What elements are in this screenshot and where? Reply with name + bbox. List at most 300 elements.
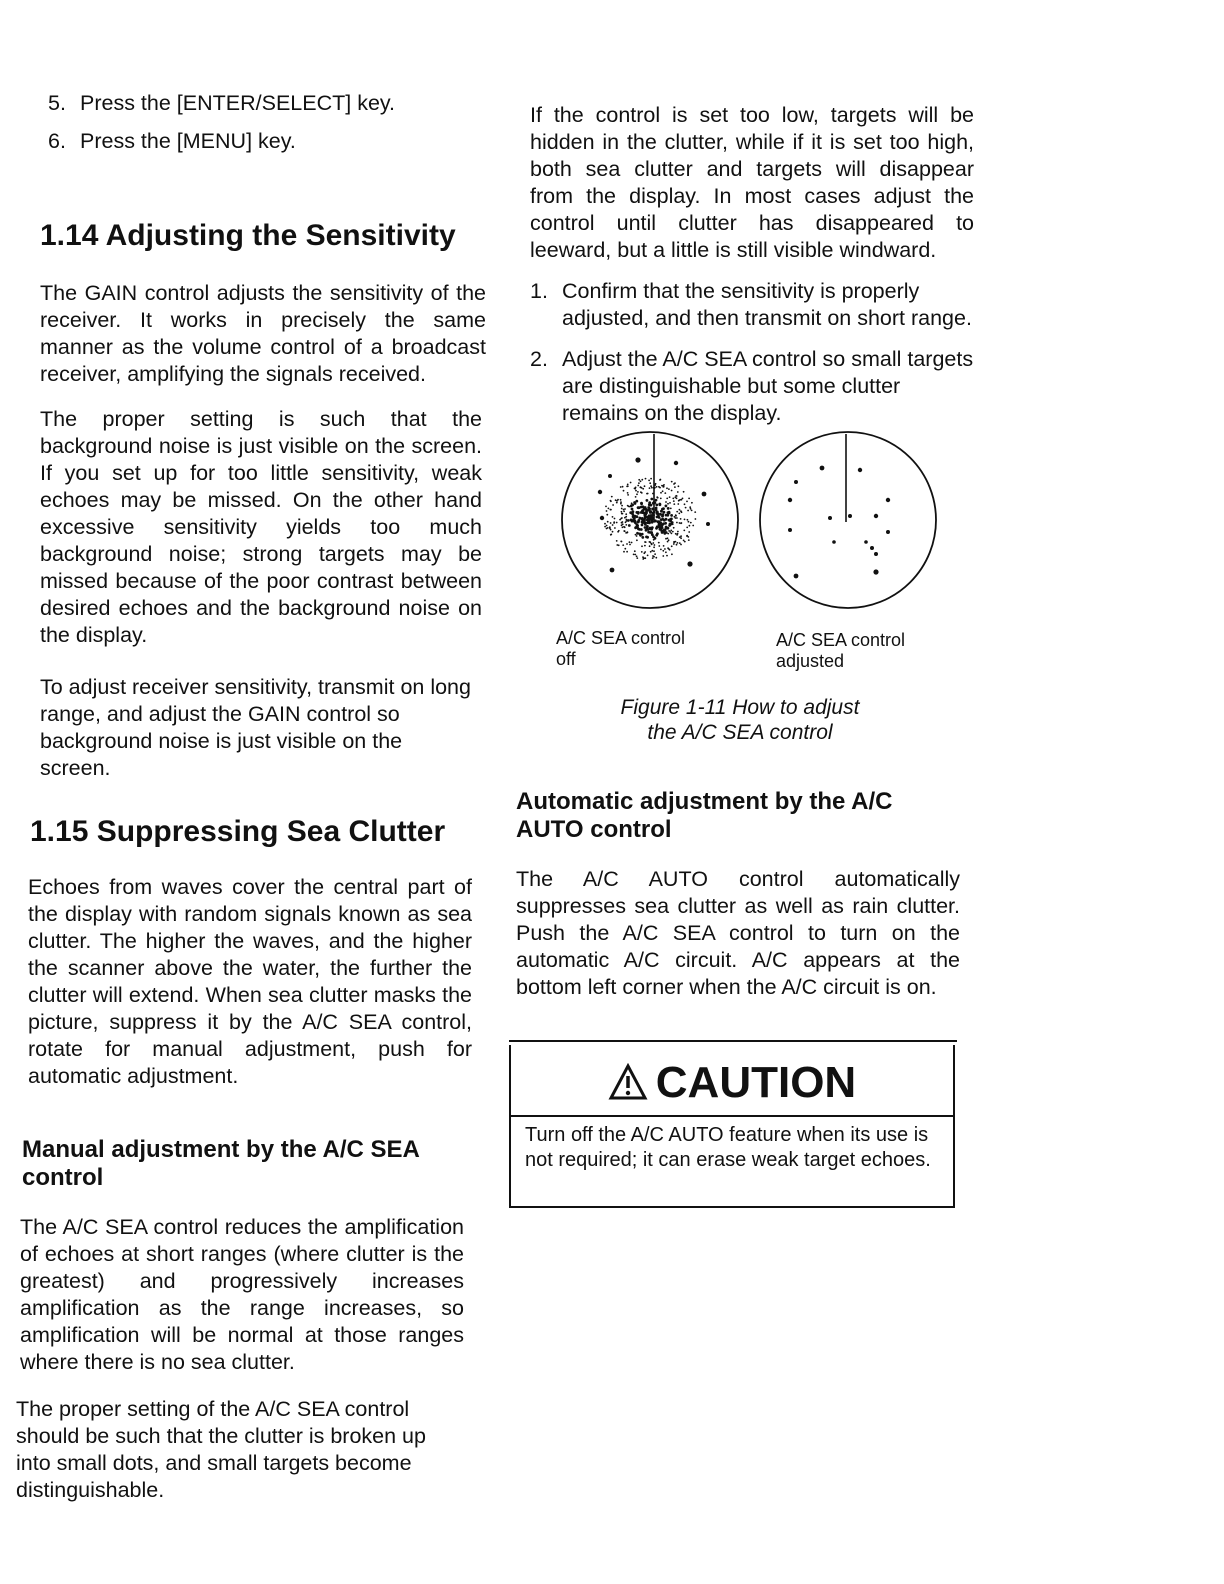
step-text: Press the [MENU] key. bbox=[80, 129, 296, 153]
clutter-dot bbox=[637, 511, 640, 514]
clutter-dot bbox=[670, 508, 672, 510]
clutter-dot bbox=[646, 499, 649, 502]
clutter-dot bbox=[623, 490, 625, 492]
clutter-dot bbox=[627, 484, 629, 486]
clutter-dot bbox=[638, 479, 640, 481]
clutter-dot bbox=[673, 483, 675, 485]
step-text: Adjust the A/C SEA control so small targets are distinguishable but some clutter remains on the display. bbox=[562, 347, 974, 425]
clutter-dot bbox=[650, 551, 652, 553]
clutter-dot bbox=[635, 490, 637, 492]
clutter-dot bbox=[648, 509, 651, 512]
clutter-dot bbox=[640, 517, 643, 520]
clutter-dot bbox=[637, 491, 639, 493]
clutter-dot bbox=[634, 550, 636, 552]
clutter-dot bbox=[624, 526, 626, 528]
figure-caption bbox=[560, 695, 920, 745]
clutter-dot bbox=[663, 511, 666, 514]
clutter-dot bbox=[655, 534, 658, 537]
clutter-dot bbox=[635, 496, 637, 498]
clutter-dot bbox=[689, 506, 691, 508]
clutter-dot bbox=[673, 527, 675, 529]
clutter-dot bbox=[617, 531, 619, 533]
paragraph-control-too-low: If the control is set too low, targets will be hidden in the clutter, while if it is set too high, both sea clutter and targets will disappear from the display. In most cases adjust the control until clutter has disappeared to leeward, but a little is still visible windward. bbox=[530, 103, 974, 262]
clutter-dot bbox=[641, 479, 643, 481]
clutter-dot bbox=[676, 522, 678, 524]
clutter-dot bbox=[659, 513, 662, 516]
label-ac-sea-adjusted bbox=[776, 630, 956, 672]
manual-adjustment-heading: Manual adjustment by the A/C SEA control bbox=[22, 1136, 419, 1191]
clutter-dot bbox=[653, 520, 656, 523]
clutter-dot bbox=[610, 529, 612, 531]
clutter-dot bbox=[663, 532, 666, 535]
clutter-dot bbox=[649, 482, 651, 484]
clutter-dot bbox=[674, 486, 676, 488]
clutter-dot bbox=[626, 543, 628, 545]
clutter-dot bbox=[621, 508, 623, 510]
caption-line: the A/C SEA control bbox=[647, 721, 833, 744]
clutter-dot bbox=[667, 537, 669, 539]
clutter-dot bbox=[680, 518, 682, 520]
clutter-dot bbox=[637, 485, 639, 487]
clutter-dot bbox=[668, 488, 670, 490]
clutter-dot bbox=[680, 537, 682, 539]
clutter-dot bbox=[691, 502, 693, 504]
clutter-dot bbox=[667, 547, 669, 549]
clutter-dot bbox=[642, 558, 644, 560]
clutter-dot bbox=[641, 545, 643, 547]
clutter-dot bbox=[647, 493, 649, 495]
clutter-dot bbox=[641, 536, 644, 539]
clutter-dot bbox=[612, 516, 614, 518]
clutter-dot bbox=[669, 519, 672, 522]
clutter-dot bbox=[672, 498, 674, 500]
clutter-dot bbox=[637, 521, 640, 524]
clutter-dot bbox=[622, 513, 624, 515]
clutter-dot bbox=[610, 500, 612, 502]
caution-heading bbox=[511, 1059, 953, 1107]
clutter-dot bbox=[675, 495, 677, 497]
clutter-dot bbox=[663, 545, 665, 547]
clutter-dot bbox=[676, 511, 678, 513]
clutter-dot bbox=[669, 531, 671, 533]
clutter-dot bbox=[681, 499, 683, 501]
clutter-dot bbox=[616, 540, 618, 542]
clutter-dot bbox=[652, 535, 655, 538]
clutter-dot bbox=[678, 513, 680, 515]
clutter-dot bbox=[647, 506, 650, 509]
clutter-dot bbox=[667, 541, 669, 543]
clutter-dot bbox=[642, 488, 644, 490]
step-number: 2. bbox=[530, 347, 548, 371]
clutter-dot bbox=[645, 541, 647, 543]
clutter-dot bbox=[616, 502, 618, 504]
clutter-dot bbox=[674, 496, 676, 498]
clutter-dot bbox=[686, 527, 688, 529]
clutter-dot bbox=[681, 522, 683, 524]
clutter-dot bbox=[684, 541, 686, 543]
clutter-dot bbox=[647, 528, 650, 531]
clutter-dot bbox=[623, 551, 625, 553]
clutter-dot bbox=[686, 535, 688, 537]
clutter-dot bbox=[670, 514, 673, 517]
label-ac-sea-off bbox=[556, 628, 736, 670]
caption-line: Figure 1-11 How to adjust bbox=[620, 696, 860, 719]
clutter-dot bbox=[620, 503, 622, 505]
clutter-dot bbox=[632, 515, 635, 518]
clutter-dot bbox=[653, 546, 655, 548]
clutter-dot bbox=[688, 531, 690, 533]
clutter-dot bbox=[636, 515, 639, 518]
clutter-dot bbox=[641, 487, 643, 489]
clutter-dot bbox=[629, 544, 631, 546]
step-number: 1. bbox=[530, 279, 548, 303]
clutter-dot bbox=[666, 555, 668, 557]
clutter-dot bbox=[680, 535, 682, 537]
clutter-dot bbox=[653, 487, 655, 489]
clutter-dot bbox=[637, 528, 640, 531]
clutter-dot bbox=[620, 486, 622, 488]
clutter-dot bbox=[638, 482, 640, 484]
radar-scope-off bbox=[562, 432, 738, 608]
caution-text: Turn off the A/C AUTO feature when its use is not required; it can erase weak target echoes. bbox=[525, 1124, 931, 1171]
clutter-dot bbox=[638, 533, 641, 536]
scope-ring bbox=[760, 432, 936, 608]
clutter-dot bbox=[625, 516, 627, 518]
clutter-dot bbox=[628, 524, 631, 527]
clutter-dot bbox=[665, 505, 668, 508]
clutter-dot bbox=[669, 523, 672, 526]
clutter-dot bbox=[660, 525, 663, 528]
clutter-dot bbox=[648, 516, 651, 519]
clutter-dot bbox=[643, 519, 646, 522]
clutter-dot bbox=[675, 515, 677, 517]
step-2 bbox=[530, 346, 974, 430]
clutter-dot bbox=[612, 504, 614, 506]
clutter-dot bbox=[688, 498, 690, 500]
clutter-dot bbox=[665, 527, 668, 530]
clutter-dot bbox=[687, 510, 689, 512]
clutter-dot bbox=[659, 503, 662, 506]
clutter-dot bbox=[612, 531, 614, 533]
clutter-dot bbox=[650, 531, 653, 534]
clutter-dot bbox=[692, 525, 694, 527]
clutter-dot bbox=[672, 531, 674, 533]
clutter-dot bbox=[622, 544, 624, 546]
clutter-dot bbox=[677, 503, 679, 505]
clutter-dot bbox=[669, 502, 671, 504]
paragraph-proper-setting: The proper setting is such that the background noise is just visible on the screen. If you set up for too little sensitivity, weak echoes may be missed. On the other hand excessive sensitivity yields too much background noise; strong targets may be missed because of the poor contrast between desired echoes and the background noise on the display. bbox=[40, 407, 482, 647]
clutter-dot bbox=[666, 487, 668, 489]
clutter-dot bbox=[621, 517, 623, 519]
clutter-dot bbox=[631, 542, 633, 544]
clutter-dot bbox=[669, 549, 671, 551]
clutter-dot bbox=[651, 550, 653, 552]
clutter-dot bbox=[671, 490, 673, 492]
clutter-dot bbox=[633, 501, 636, 504]
clutter-dot bbox=[621, 505, 623, 507]
clutter-dot bbox=[691, 510, 693, 512]
clutter-dot bbox=[662, 550, 664, 552]
clutter-dot bbox=[665, 551, 667, 553]
clutter-dot bbox=[653, 556, 655, 558]
clutter-dot bbox=[665, 514, 668, 517]
clutter-dot bbox=[635, 526, 638, 529]
clutter-dot bbox=[652, 557, 654, 559]
clutter-dot bbox=[688, 521, 690, 523]
clutter-dot bbox=[622, 521, 624, 523]
clutter-dot bbox=[664, 492, 666, 494]
clutter-dot bbox=[640, 502, 643, 505]
clutter-dot bbox=[610, 509, 612, 511]
clutter-dot bbox=[679, 542, 681, 544]
clutter-dot bbox=[631, 508, 634, 511]
clutter-dot bbox=[668, 511, 671, 514]
warning-icon bbox=[608, 1063, 648, 1101]
clutter-dot bbox=[673, 500, 675, 502]
clutter-dot bbox=[634, 488, 636, 490]
clutter-dot bbox=[627, 505, 629, 507]
clutter-dot bbox=[652, 508, 655, 511]
clutter-dot bbox=[626, 486, 628, 488]
clutter-dot bbox=[654, 544, 656, 546]
clutter-dot bbox=[652, 493, 654, 495]
clutter-dot bbox=[621, 511, 623, 513]
clutter-dot bbox=[606, 510, 608, 512]
clutter-dot bbox=[667, 503, 669, 505]
caution-top-rule bbox=[509, 1040, 957, 1042]
clutter-dot bbox=[615, 499, 617, 501]
clutter-dot bbox=[650, 485, 652, 487]
clutter-dot bbox=[673, 543, 675, 545]
paragraph-gain-control: The GAIN control adjusts the sensitivity of the receiver. It works in precisely the same manner as the volume control of a broadcast receiver, amplifying the signals received. bbox=[40, 281, 486, 386]
clutter-dot bbox=[645, 536, 648, 539]
clutter-dot bbox=[669, 496, 671, 498]
paragraph-adjust-sensitivity: To adjust receiver sensitivity, transmit on long range, and adjust the GAIN control so background noise is just visible on the screen. bbox=[40, 675, 471, 780]
clutter-dot bbox=[683, 530, 685, 532]
clutter-dot bbox=[656, 486, 658, 488]
clutter-dot bbox=[683, 491, 685, 493]
clutter-dot bbox=[660, 492, 662, 494]
clutter-dot bbox=[665, 501, 667, 503]
step-1 bbox=[530, 278, 974, 338]
clutter-dot bbox=[604, 523, 606, 525]
clutter-dot bbox=[648, 503, 651, 506]
clutter-dot bbox=[660, 498, 662, 500]
clutter-dot bbox=[658, 542, 660, 544]
clutter-dot bbox=[613, 521, 615, 523]
clutter-dot bbox=[608, 508, 610, 510]
caution-title: CAUTION bbox=[655, 1058, 857, 1107]
auto-adjustment-heading bbox=[516, 788, 956, 844]
clutter-dot bbox=[677, 542, 679, 544]
clutter-dot bbox=[623, 509, 625, 511]
clutter-dot bbox=[624, 548, 626, 550]
clutter-dot bbox=[634, 520, 637, 523]
clutter-dot bbox=[655, 504, 658, 507]
section-1-14-title: 1.14 Adjusting the Sensitivity bbox=[40, 219, 456, 252]
clutter-dot bbox=[684, 519, 686, 521]
clutter-dot bbox=[641, 524, 644, 527]
clutter-dot bbox=[667, 507, 670, 510]
label-line: A/C SEA control bbox=[556, 628, 686, 648]
clutter-dot bbox=[617, 499, 619, 501]
clutter-dot bbox=[651, 514, 654, 517]
clutter-dot bbox=[636, 535, 638, 537]
clutter-dot bbox=[627, 519, 630, 522]
clutter-dot bbox=[616, 522, 618, 524]
clutter-dot bbox=[656, 511, 659, 514]
clutter-dot bbox=[655, 507, 658, 510]
caution-divider bbox=[511, 1115, 953, 1117]
label-line: A/C SEA control bbox=[776, 630, 906, 650]
step-number: 6. bbox=[48, 129, 66, 153]
clutter-dot bbox=[671, 533, 673, 535]
clutter-dot bbox=[655, 499, 658, 502]
clutter-dot bbox=[661, 508, 664, 511]
clutter-dot bbox=[620, 499, 622, 501]
clutter-dot bbox=[662, 555, 664, 557]
clutter-dot bbox=[657, 525, 660, 528]
step-text: Confirm that the sensitivity is properly adjusted, and then transmit on short range. bbox=[562, 279, 972, 330]
clutter-dot bbox=[644, 522, 647, 525]
clutter-dot bbox=[633, 554, 635, 556]
clutter-dot bbox=[652, 542, 654, 544]
clutter-dot bbox=[657, 515, 660, 518]
clutter-dot bbox=[656, 520, 659, 523]
clutter-dot bbox=[649, 545, 651, 547]
clutter-dot bbox=[651, 521, 654, 524]
clutter-dot bbox=[604, 526, 606, 528]
clutter-dot bbox=[623, 510, 625, 512]
clutter-dot bbox=[664, 548, 666, 550]
clutter-dot bbox=[660, 549, 662, 551]
clutter-dot bbox=[622, 523, 624, 525]
clutter-dot bbox=[677, 491, 679, 493]
clutter-dot bbox=[641, 510, 644, 513]
clutter-dot bbox=[673, 503, 675, 505]
clutter-dot bbox=[676, 544, 678, 546]
clutter-dot bbox=[674, 516, 676, 518]
clutter-dot bbox=[694, 511, 696, 513]
clutter-dot bbox=[673, 541, 675, 543]
target-echoes bbox=[788, 466, 890, 579]
clutter-dot bbox=[646, 521, 649, 524]
paragraph-ac-sea-setting: The proper setting of the A/C SEA control should be such that the clutter is broken up into small dots, and small targets become distinguishable. bbox=[16, 1397, 426, 1502]
clutter-dot bbox=[686, 501, 688, 503]
clutter-dot bbox=[650, 498, 653, 501]
clutter-dot bbox=[625, 532, 627, 534]
clutter-dot bbox=[654, 553, 656, 555]
clutter-dot bbox=[681, 511, 683, 513]
radar-figure bbox=[550, 430, 950, 620]
clutter-dot bbox=[640, 506, 643, 509]
sea-clutter bbox=[604, 478, 696, 560]
clutter-dot bbox=[662, 522, 665, 525]
clutter-dot bbox=[636, 493, 638, 495]
clutter-dot bbox=[606, 514, 608, 516]
heading-line: Automatic adjustment by the A/C bbox=[516, 788, 893, 815]
clutter-dot bbox=[671, 545, 673, 547]
clutter-dot bbox=[627, 494, 629, 496]
clutter-dot bbox=[671, 481, 673, 483]
clutter-dot bbox=[634, 554, 636, 556]
clutter-dot bbox=[635, 534, 637, 536]
clutter-dot bbox=[644, 545, 646, 547]
clutter-dot bbox=[643, 514, 646, 517]
heading-line: AUTO control bbox=[516, 816, 672, 843]
clutter-dot bbox=[655, 483, 657, 485]
clutter-dot bbox=[632, 510, 635, 513]
clutter-dot bbox=[629, 541, 631, 543]
clutter-dot bbox=[649, 541, 651, 543]
clutter-dot bbox=[607, 527, 609, 529]
clutter-dot bbox=[644, 485, 646, 487]
paragraph-ac-sea-reduces: The A/C SEA control reduces the amplification of echoes at short ranges (where clutter is the greatest) and progressively increases amplification as the range increases, so amplification will be normal at those ranges where there is no sea clutter. bbox=[20, 1215, 464, 1374]
clutter-dot bbox=[670, 530, 672, 532]
clutter-dot bbox=[688, 539, 690, 541]
clutter-dot bbox=[678, 485, 680, 487]
clutter-dot bbox=[653, 501, 656, 504]
clutter-dot bbox=[625, 524, 627, 526]
clutter-dot bbox=[614, 518, 616, 520]
step-text: Press the [ENTER/SELECT] key. bbox=[80, 91, 396, 115]
clutter-dot bbox=[610, 522, 612, 524]
clutter-dot bbox=[610, 534, 612, 536]
paragraph-sea-clutter: Echoes from waves cover the central part of the display with random signals known as sea clutter. The higher the waves, and the higher the scanner above the water, the further the clutter will extend. When sea clutter masks the picture, suppress it by the A/C SEA control, rotate for manual adjustment, push for automatic adjustment. bbox=[28, 875, 472, 1088]
clutter-dot bbox=[656, 496, 658, 498]
clutter-dot bbox=[677, 533, 679, 535]
step-number: 5. bbox=[48, 91, 66, 115]
clutter-dot bbox=[640, 491, 642, 493]
clutter-dot bbox=[607, 521, 609, 523]
clutter-dot bbox=[641, 533, 644, 536]
clutter-dot bbox=[648, 480, 650, 482]
clutter-dot bbox=[684, 503, 686, 505]
clutter-dot bbox=[640, 480, 642, 482]
clutter-dot bbox=[687, 519, 689, 521]
clutter-dot bbox=[625, 513, 627, 515]
label-line: adjusted bbox=[776, 651, 845, 671]
clutter-dot bbox=[612, 524, 614, 526]
clutter-dot bbox=[635, 523, 638, 526]
clutter-dot bbox=[618, 544, 620, 546]
clutter-dot bbox=[631, 520, 634, 523]
clutter-dot bbox=[653, 550, 655, 552]
clutter-dot bbox=[621, 541, 623, 543]
clutter-dot bbox=[695, 518, 697, 520]
clutter-dot bbox=[609, 526, 611, 528]
caution-box bbox=[509, 1045, 955, 1208]
clutter-dot bbox=[647, 555, 649, 557]
clutter-dot bbox=[680, 544, 682, 546]
clutter-dot bbox=[659, 487, 661, 489]
clutter-dot bbox=[627, 492, 629, 494]
clutter-dot bbox=[606, 525, 608, 527]
clutter-dot bbox=[662, 486, 664, 488]
clutter-dot bbox=[677, 531, 679, 533]
clutter-dot bbox=[636, 557, 638, 559]
clutter-dot bbox=[614, 527, 616, 529]
clutter-dot bbox=[690, 522, 692, 524]
clutter-dot bbox=[645, 478, 647, 480]
clutter-dot bbox=[643, 552, 645, 554]
clutter-dot bbox=[641, 521, 644, 524]
clutter-dot bbox=[636, 555, 638, 557]
clutter-dot bbox=[630, 482, 632, 484]
clutter-dot bbox=[679, 509, 681, 511]
clutter-dot bbox=[626, 551, 628, 553]
clutter-dot bbox=[651, 544, 653, 546]
